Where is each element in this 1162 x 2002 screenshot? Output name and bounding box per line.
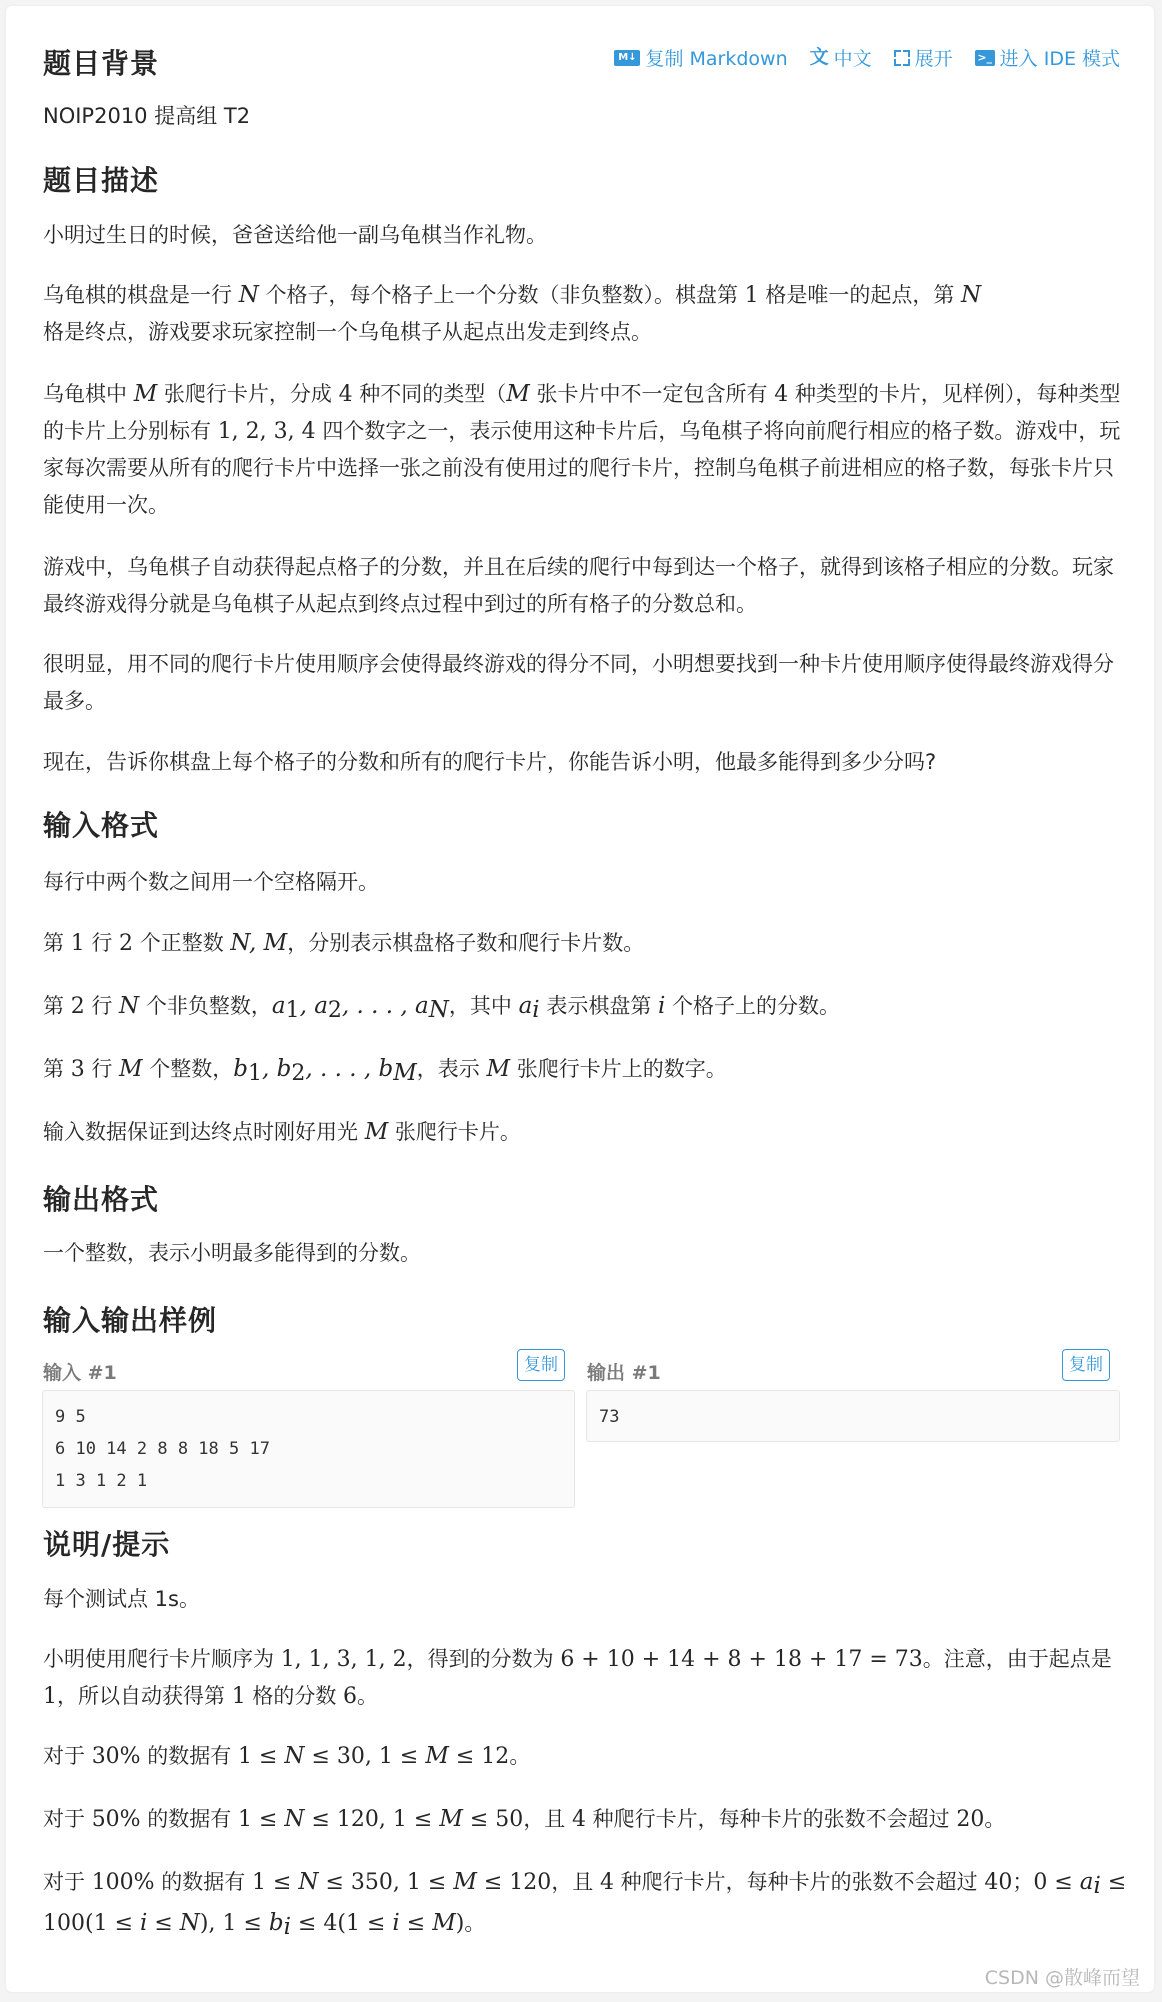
description-p6: 现在，告诉你棋盘上每个格子的分数和所有的爬行卡片，你能告诉小明，他最多能得到多少分吗? [43,750,937,774]
description-heading: 题目描述 [43,164,160,197]
sample-input-label: 输入 #1 [43,1362,117,1384]
input-format-p1: 每行中两个数之间用一个空格隔开。 [43,870,379,894]
expand-label: 展开 [914,48,953,70]
input-format-p5: 输入数据保证到达终点时刚好用光 M 张爬行卡片。 [43,1119,521,1145]
hints-p4: 对于 50% 的数据有 1 ≤ N ≤ 120, 1 ≤ M ≤ 50，且 4 种爬行卡片，每种卡片的张数不会超过 20。 [43,1806,1006,1832]
hints-p3: 对于 30% 的数据有 1 ≤ N ≤ 30, 1 ≤ M ≤ 12。 [43,1743,531,1769]
copy-markdown-button[interactable] [614,44,787,71]
copy-markdown-label: 复制 Markdown [645,48,788,70]
background-text: NOIP2010 提高组 T2 [43,104,251,128]
problem-toolbar [614,44,1120,71]
copy-output-button[interactable]: 复制 [1062,1349,1110,1381]
description-p3: 乌龟棋中 M 张爬行卡片，分成 4 种不同的类型（M 张卡片中不一定包含所有 4 种类型的卡片，见样例），每种类型的卡片上分别标有 1, 2, 3, 4 四个数字之一，表示使用这种卡片后，乌龟棋子将向前爬行相应的格子数。游戏中，玩家每次需要从所有的爬行卡片中选择一张之前没有使用过的爬行卡片，控制乌龟棋子前进相应的格子数，每张卡片只能使用一次。 [43,381,1121,517]
expand-button[interactable] [894,44,953,71]
sample-input-code[interactable]: 9 5 6 10 14 2 8 8 18 5 17 1 3 1 2 1 [42,1390,575,1508]
ide-mode-label: 进入 IDE 模式 [999,48,1120,70]
samples-heading: 输入输出样例 [43,1304,218,1337]
description-p4: 游戏中，乌龟棋子自动获得起点格子的分数，并且在后续的爬行中每到达一个格子，就得到该格子相应的分数。玩家最终游戏得分就是乌龟棋子从起点到终点过程中到过的所有格子的分数总和。 [43,555,1114,616]
language-button[interactable] [810,44,872,71]
hints-p5: 对于 100% 的数据有 1 ≤ N ≤ 350, 1 ≤ M ≤ 120，且 4 种爬行卡片，每种卡片的张数不会超过 40；$0 \le a_i \le 100(1 \le i \le N)$, $1 \le b_i \le 4(1 \le i \le M)$。 [43,1869,1127,1940]
copy-input-button[interactable]: 复制 [517,1349,565,1381]
csdn-watermark: CSDN @散峰而望 [984,1967,1140,1989]
description-p2: 乌龟棋的棋盘是一行 N 个格子，每个格子上一个分数（非负整数）。棋盘第 1 格是唯一的起点，第 N 格是终点，游戏要求玩家控制一个乌龟棋子从起点出发走到终点。 [43,282,982,344]
input-format-p3: 第 2 行 N 个非负整数，$a_1$, $a_2$, . . . , $a_N$，其中 $a_i$ 表示棋盘第 i 个格子上的分数。 [43,993,841,1023]
input-format-p4: 第 3 行 M 个整数，$b_1$, $b_2$, . . . , $b_M$，表示 M 张爬行卡片上的数字。 [43,1056,727,1086]
hints-p2: 小明使用爬行卡片顺序为 1, 1, 3, 1, 2，得到的分数为 6 + 10 + 14 + 8 + 18 + 17 = 73。注意，由于起点是 1，所以自动获得第 1 格的分数 6。 [43,1647,1112,1709]
sample-output-code[interactable]: 73 [586,1390,1120,1442]
ide-mode-button[interactable] [975,44,1120,71]
expand-icon [894,50,910,66]
sample-output-label: 输出 #1 [587,1362,661,1384]
problem-card [6,6,1154,1992]
background-heading: 题目背景 [43,47,160,80]
hints-heading: 说明/提示 [43,1528,171,1561]
hints-p1: 每个测试点 1s。 [43,1587,200,1611]
description-p1: 小明过生日的时候，爸爸送给他一副乌龟棋当作礼物。 [43,223,547,247]
markdown-icon: M↓ [614,50,640,66]
terminal-icon: >_ [975,50,995,66]
input-format-heading: 输入格式 [43,809,160,842]
description-p5: 很明显，用不同的爬行卡片使用顺序会使得最终游戏的得分不同，小明想要找到一种卡片使用顺序使得最终游戏得分最多。 [43,652,1114,713]
output-format-heading: 输出格式 [43,1183,160,1216]
output-format-p1: 一个整数，表示小明最多能得到的分数。 [43,1241,421,1265]
input-format-p2: 第 1 行 2 个正整数 N, M，分别表示棋盘格子数和爬行卡片数。 [43,930,645,956]
language-label: 中文 [833,48,872,70]
translate-icon: ⽂ [809,46,829,68]
